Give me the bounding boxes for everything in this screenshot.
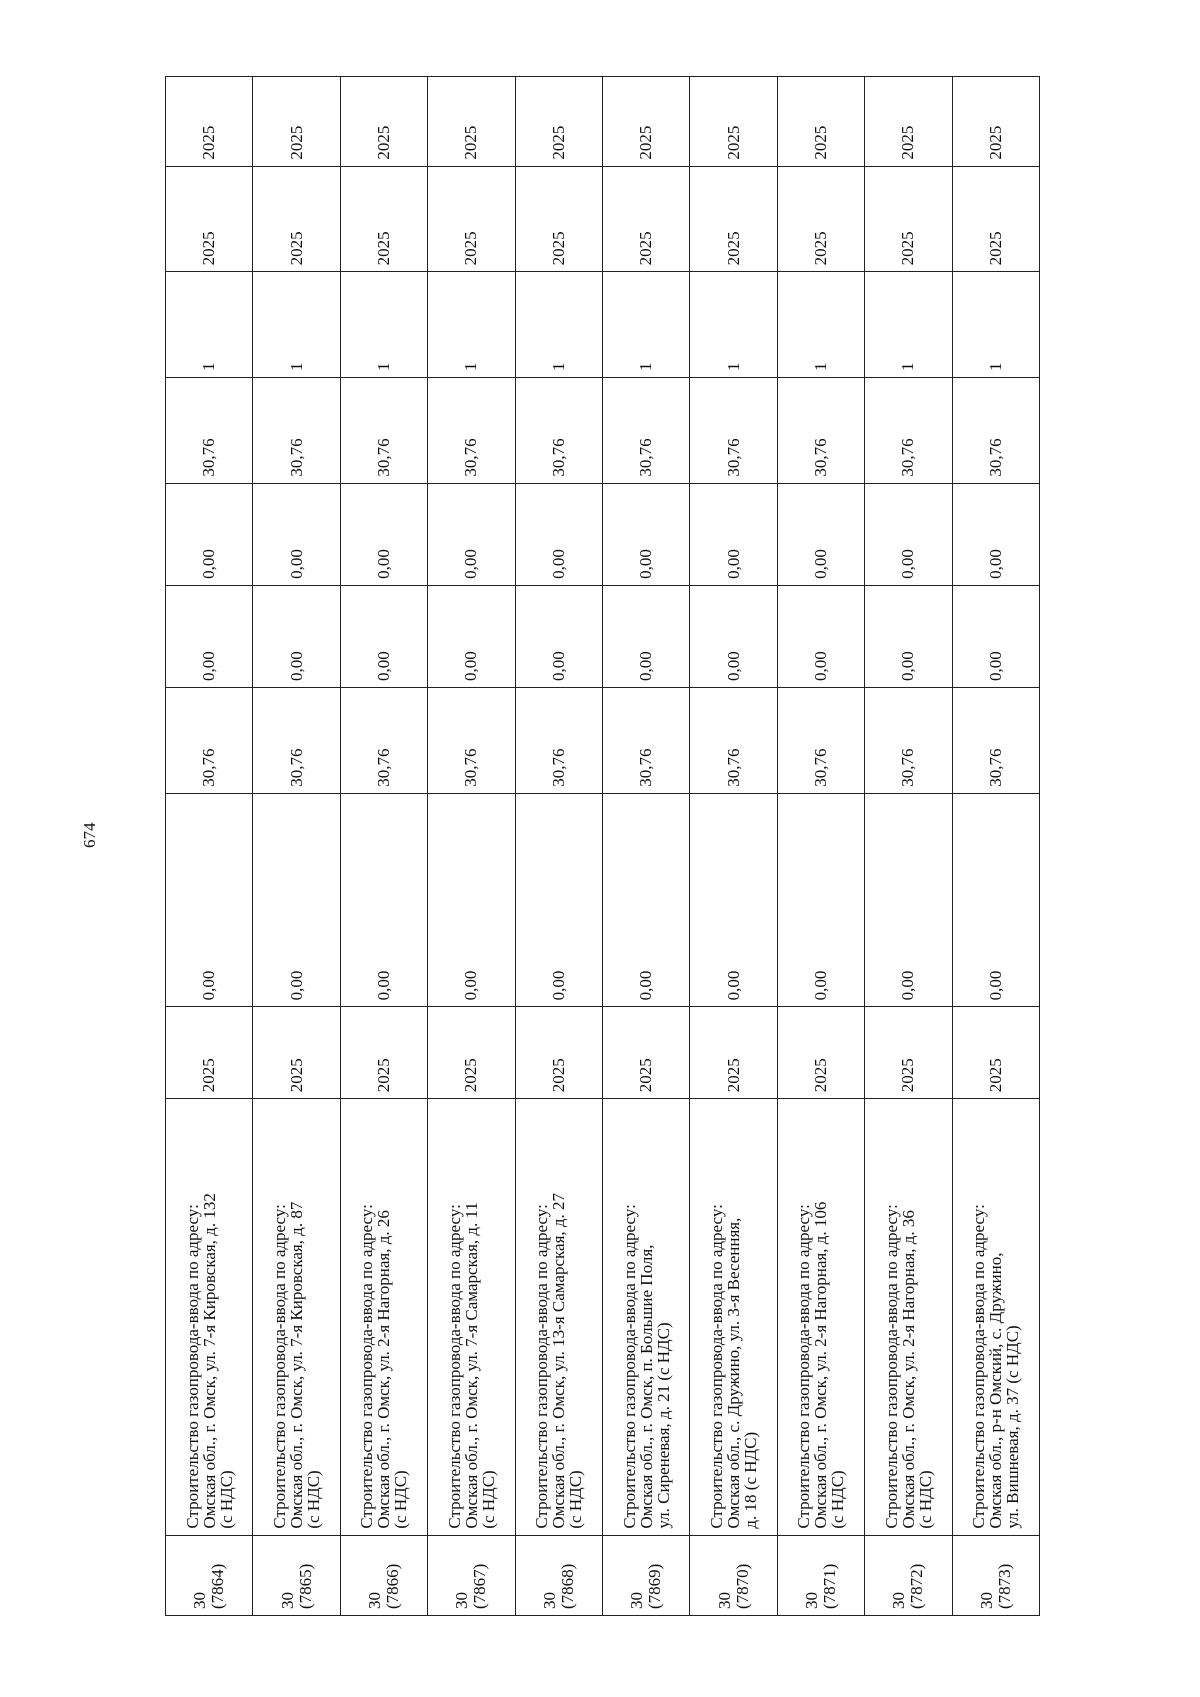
start-year-cell: 2025 [777, 166, 864, 272]
start-year-cell: 2025 [515, 166, 602, 272]
value-5-cell: 30,76 [865, 377, 952, 483]
table-row [428, 77, 515, 1616]
row-number: 30 [364, 1592, 384, 1609]
end-year-cell: 2025 [166, 77, 253, 167]
value-1-cell: 0,00 [602, 793, 689, 1007]
row-id-cell [340, 1535, 427, 1615]
row-number: 30 [976, 1592, 996, 1609]
quantity-cell: 1 [777, 272, 864, 378]
object-name-line: (с НДС) [478, 1470, 498, 1529]
value-2-cell: 30,76 [515, 688, 602, 794]
value-5-cell: 30,76 [428, 377, 515, 483]
object-name-line: Строительство газопровода-ввода по адресу: [444, 1204, 464, 1529]
table-row [515, 77, 602, 1616]
value-2-cell: 30,76 [777, 688, 864, 794]
end-year-cell: 2025 [428, 77, 515, 167]
row-id-cell [777, 1535, 864, 1615]
start-year-cell: 2025 [428, 166, 515, 272]
object-name-line: (с НДС) [566, 1470, 586, 1529]
start-year-cell: 2025 [865, 166, 952, 272]
quantity-cell: 1 [340, 272, 427, 378]
year-cell: 2025 [690, 1007, 777, 1099]
value-5-cell: 30,76 [690, 377, 777, 483]
object-name-line: (с НДС) [391, 1470, 411, 1529]
value-5-cell: 30,76 [602, 377, 689, 483]
object-name-line: ул. Вишневая, д. 37 (с НДС) [1003, 1325, 1023, 1529]
year-cell: 2025 [602, 1007, 689, 1099]
value-1-cell: 0,00 [515, 793, 602, 1007]
value-4-cell: 0,00 [428, 483, 515, 585]
value-2-cell: 30,76 [602, 688, 689, 794]
start-year-cell: 2025 [602, 166, 689, 272]
end-year-cell: 2025 [253, 77, 340, 167]
object-name-line: Омская обл., р-н Омский, с. Дружино, [986, 1252, 1006, 1529]
value-2-cell: 30,76 [428, 688, 515, 794]
object-name-line: Строительство газопровода-ввода по адресу: [270, 1204, 290, 1529]
value-4-cell: 0,00 [865, 483, 952, 585]
object-name-cell [428, 1099, 515, 1535]
object-name-line: Омская обл., г. Омск, ул. 13-я Самарская, д. 27 [549, 1192, 569, 1529]
quantity-cell: 1 [952, 272, 1039, 378]
year-cell: 2025 [166, 1007, 253, 1099]
value-2-cell: 30,76 [166, 688, 253, 794]
object-name-line: Строительство газопровода-ввода по адресу: [357, 1204, 377, 1529]
end-year-cell: 2025 [515, 77, 602, 167]
value-3-cell: 0,00 [166, 585, 253, 687]
object-name-line: Омская обл., г. Омск, ул. 7-я Кировская, д. 132 [199, 1193, 219, 1529]
value-4-cell: 0,00 [166, 483, 253, 585]
value-4-cell: 0,00 [777, 483, 864, 585]
start-year-cell: 2025 [952, 166, 1039, 272]
row-id-cell [515, 1535, 602, 1615]
row-number: 30 [539, 1592, 559, 1609]
value-3-cell: 0,00 [515, 585, 602, 687]
table-row [253, 77, 340, 1616]
row-id-cell [253, 1535, 340, 1615]
row-number: 30 [277, 1592, 297, 1609]
value-3-cell: 0,00 [428, 585, 515, 687]
value-2-cell: 30,76 [253, 688, 340, 794]
value-1-cell: 0,00 [166, 793, 253, 1007]
value-1-cell: 0,00 [777, 793, 864, 1007]
object-name-line: (с НДС) [216, 1470, 236, 1529]
row-code: (7868) [557, 1563, 577, 1609]
object-name-line: Омская обл., с. Дружино, ул. 3-я Весенняя, [724, 1217, 744, 1529]
object-name-line: Омская обл., г. Омск, ул. 2-я Нагорная, д. 106 [811, 1201, 831, 1529]
row-number: 30 [889, 1592, 909, 1609]
investment-table [165, 76, 1040, 1616]
object-name-line: Строительство газопровода-ввода по адресу: [969, 1204, 989, 1529]
row-id-cell [602, 1535, 689, 1615]
row-code: (7864) [208, 1563, 228, 1609]
object-name-line: Строительство газопровода-ввода по адресу: [707, 1204, 727, 1529]
object-name-cell [602, 1099, 689, 1535]
year-cell: 2025 [253, 1007, 340, 1099]
value-3-cell: 0,00 [952, 585, 1039, 687]
value-3-cell: 0,00 [865, 585, 952, 687]
value-1-cell: 0,00 [253, 793, 340, 1007]
object-name-line: (с НДС) [915, 1470, 935, 1529]
object-name-line: Омская обл., г. Омск, ул. 2-я Нагорная, д. 36 [898, 1210, 918, 1529]
table-row [777, 77, 864, 1616]
value-5-cell: 30,76 [166, 377, 253, 483]
page-number: 674 [80, 822, 99, 848]
start-year-cell: 2025 [253, 166, 340, 272]
value-4-cell: 0,00 [340, 483, 427, 585]
end-year-cell: 2025 [865, 77, 952, 167]
object-name-line: Омская обл., г. Омск, ул. 7-я Кировская, д. 87 [287, 1201, 307, 1529]
row-number: 30 [627, 1592, 647, 1609]
start-year-cell: 2025 [690, 166, 777, 272]
end-year-cell: 2025 [777, 77, 864, 167]
object-name-line: Строительство газопровода-ввода по адресу: [619, 1204, 639, 1529]
table-grid [165, 76, 1040, 1616]
quantity-cell: 1 [253, 272, 340, 378]
object-name-line: ул. Сиреневая, д. 21 (с НДС) [653, 1322, 673, 1529]
object-name-cell [515, 1099, 602, 1535]
object-name-line: Строительство газопровода-ввода по адресу: [794, 1204, 814, 1529]
quantity-cell: 1 [428, 272, 515, 378]
object-name-line: Омская обл., г. Омск, ул. 2-я Нагорная, д. 26 [374, 1210, 394, 1529]
row-code: (7866) [382, 1563, 402, 1609]
value-3-cell: 0,00 [602, 585, 689, 687]
table-row [602, 77, 689, 1616]
value-4-cell: 0,00 [602, 483, 689, 585]
object-name-line: Омская обл., г. Омск, ул. 7-я Самарская, д. 11 [461, 1202, 481, 1529]
row-number: 30 [452, 1592, 472, 1609]
table-row [865, 77, 952, 1616]
value-2-cell: 30,76 [690, 688, 777, 794]
quantity-cell: 1 [602, 272, 689, 378]
row-code: (7869) [645, 1563, 665, 1609]
object-name-cell [952, 1099, 1039, 1535]
end-year-cell: 2025 [690, 77, 777, 167]
table-row [952, 77, 1039, 1616]
value-2-cell: 30,76 [865, 688, 952, 794]
value-2-cell: 30,76 [340, 688, 427, 794]
row-id-cell [865, 1535, 952, 1615]
value-5-cell: 30,76 [777, 377, 864, 483]
object-name-cell [253, 1099, 340, 1535]
object-name-cell [865, 1099, 952, 1535]
row-id-cell [952, 1535, 1039, 1615]
quantity-cell: 1 [865, 272, 952, 378]
object-name-line: д. 18 (с НДС) [741, 1431, 761, 1529]
object-name-cell [690, 1099, 777, 1535]
quantity-cell: 1 [166, 272, 253, 378]
value-4-cell: 0,00 [690, 483, 777, 585]
object-name-line: Строительство газопровода-ввода по адресу: [532, 1204, 552, 1529]
end-year-cell: 2025 [602, 77, 689, 167]
value-3-cell: 0,00 [690, 585, 777, 687]
year-cell: 2025 [515, 1007, 602, 1099]
value-1-cell: 0,00 [952, 793, 1039, 1007]
end-year-cell: 2025 [340, 77, 427, 167]
value-3-cell: 0,00 [340, 585, 427, 687]
value-3-cell: 0,00 [253, 585, 340, 687]
row-code: (7867) [470, 1563, 490, 1609]
value-5-cell: 30,76 [515, 377, 602, 483]
value-5-cell: 30,76 [253, 377, 340, 483]
row-id-cell [166, 1535, 253, 1615]
object-name-line: (с НДС) [304, 1470, 324, 1529]
value-3-cell: 0,00 [777, 585, 864, 687]
row-number: 30 [714, 1592, 734, 1609]
object-name-cell [166, 1099, 253, 1535]
year-cell: 2025 [428, 1007, 515, 1099]
object-name-line: Строительство газопровода-ввода по адресу: [881, 1204, 901, 1529]
year-cell: 2025 [340, 1007, 427, 1099]
quantity-cell: 1 [515, 272, 602, 378]
start-year-cell: 2025 [340, 166, 427, 272]
value-4-cell: 0,00 [253, 483, 340, 585]
row-id-cell [428, 1535, 515, 1615]
end-year-cell: 2025 [952, 77, 1039, 167]
object-name-line: (с НДС) [828, 1470, 848, 1529]
row-number: 30 [801, 1592, 821, 1609]
row-code: (7865) [295, 1563, 315, 1609]
object-name-line: Омская обл., г. Омск, п. Большие Поля, [636, 1244, 656, 1529]
row-code: (7872) [907, 1563, 927, 1609]
value-1-cell: 0,00 [340, 793, 427, 1007]
year-cell: 2025 [777, 1007, 864, 1099]
table-row [166, 77, 253, 1616]
value-1-cell: 0,00 [428, 793, 515, 1007]
object-name-cell [340, 1099, 427, 1535]
row-code: (7870) [732, 1563, 752, 1609]
row-code: (7873) [994, 1563, 1014, 1609]
start-year-cell: 2025 [166, 166, 253, 272]
table-row [340, 77, 427, 1616]
value-1-cell: 0,00 [690, 793, 777, 1007]
quantity-cell: 1 [690, 272, 777, 378]
object-name-line: Строительство газопровода-ввода по адресу: [182, 1204, 202, 1529]
table-row [690, 77, 777, 1616]
value-5-cell: 30,76 [340, 377, 427, 483]
year-cell: 2025 [952, 1007, 1039, 1099]
value-5-cell: 30,76 [952, 377, 1039, 483]
object-name-cell [777, 1099, 864, 1535]
year-cell: 2025 [865, 1007, 952, 1099]
value-2-cell: 30,76 [952, 688, 1039, 794]
value-1-cell: 0,00 [865, 793, 952, 1007]
value-4-cell: 0,00 [515, 483, 602, 585]
row-id-cell [690, 1535, 777, 1615]
row-code: (7871) [819, 1563, 839, 1609]
value-4-cell: 0,00 [952, 483, 1039, 585]
row-number: 30 [190, 1592, 210, 1609]
